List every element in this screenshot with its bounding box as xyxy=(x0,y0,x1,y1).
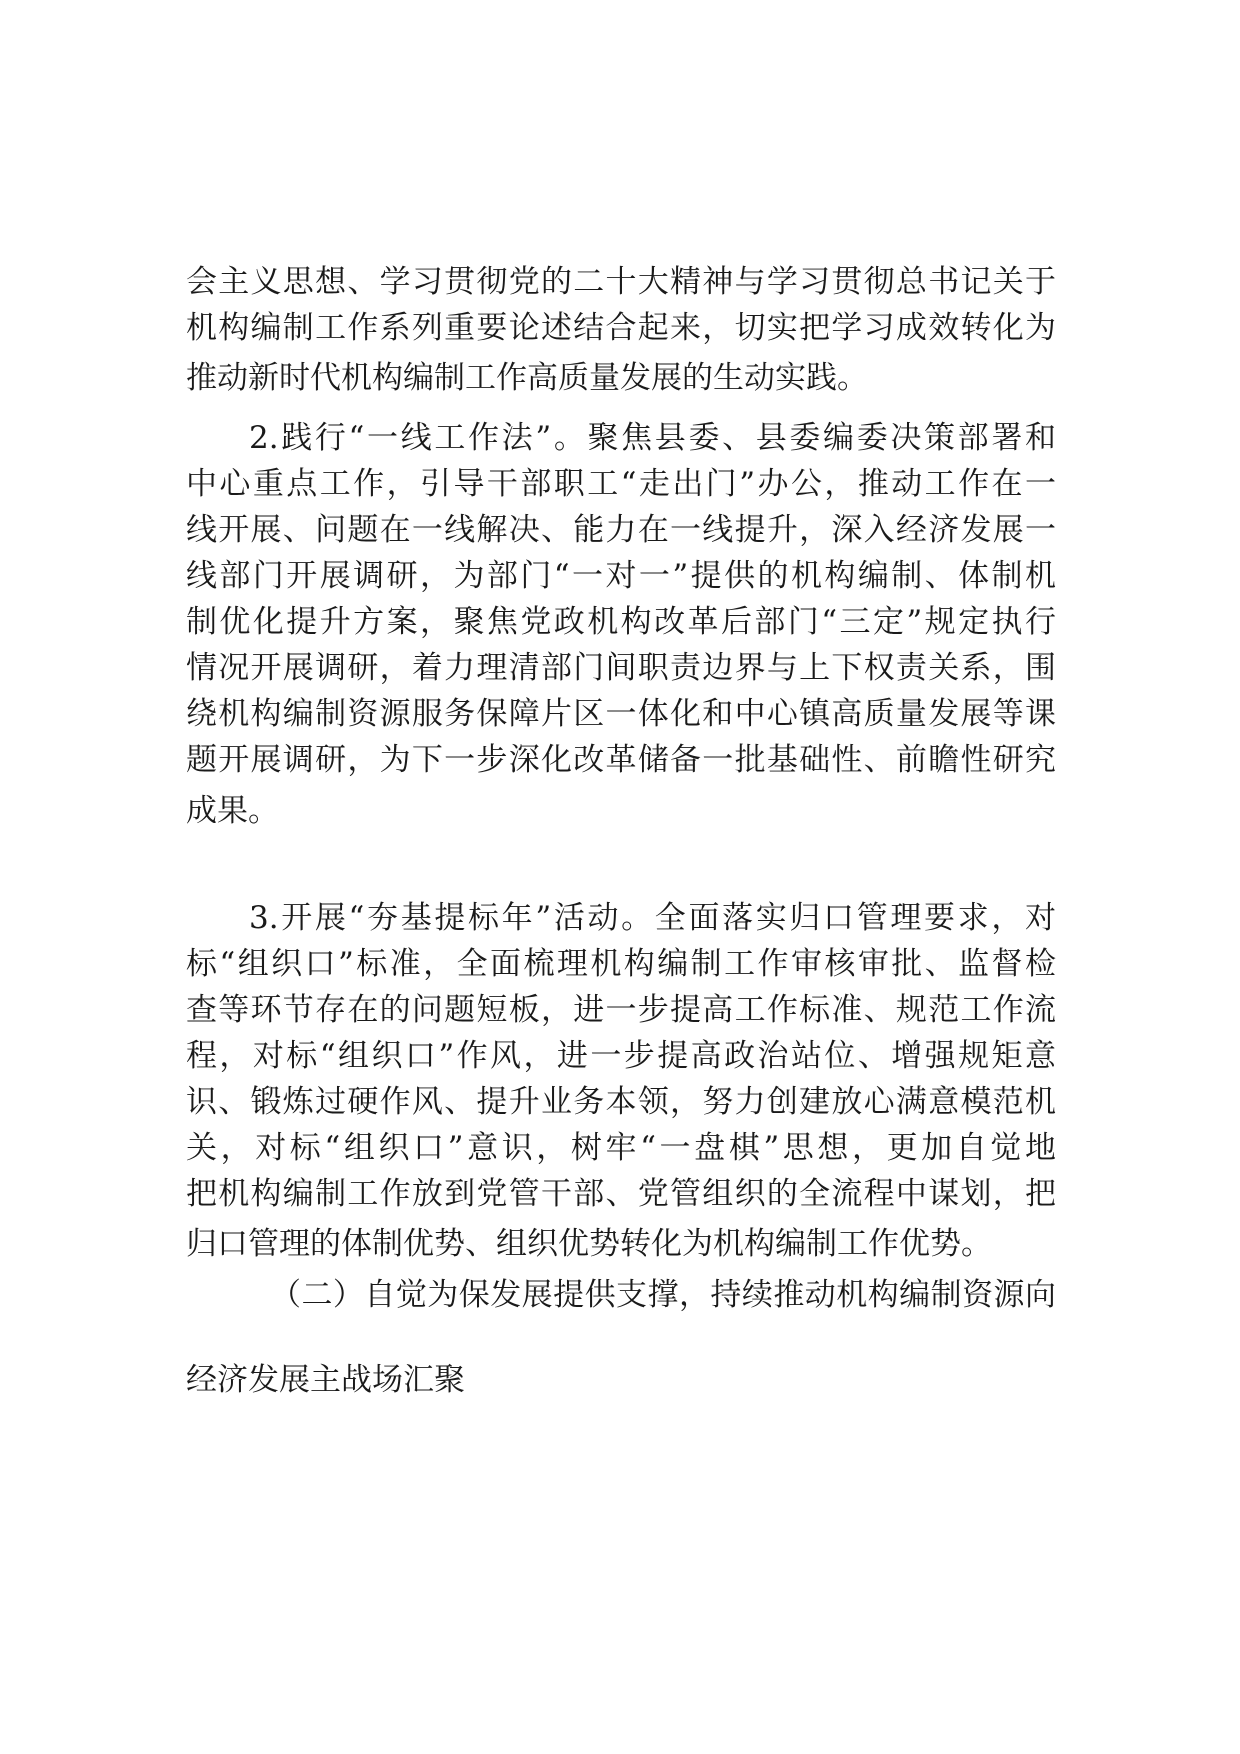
para3-line-2: 标“组织口”标准，全面梳理机构编制工作审核审批、监督检 xyxy=(186,946,1056,982)
section-heading-line-1: （二）自觉为保发展提供支撑，持续推动机构编制资源向 xyxy=(270,1277,1056,1313)
para2-line-4: 线部门开展调研，为部门“一对一”提供的机构编制、体制机 xyxy=(186,558,1056,594)
para1-line-2: 机构编制工作系列重要论述结合起来，切实把学习成效转化为 xyxy=(186,310,1056,346)
para2-line-6: 情况开展调研，着力理清部门间职责边界与上下权责关系，围 xyxy=(186,650,1056,686)
para2-line-3: 线开展、问题在一线解决、能力在一线提升，深入经济发展一 xyxy=(186,512,1056,548)
para2-line-1: 2.践行“一线工作法”。聚焦县委、县委编委决策部署和 xyxy=(249,420,1056,456)
para3-line-8: 归口管理的体制优势、组织优势转化为机构编制工作优势。 xyxy=(186,1226,992,1262)
para3-line-3: 查等环节存在的问题短板，进一步提高工作标准、规范工作流 xyxy=(186,992,1056,1028)
para2-line-7: 绕机构编制资源服务保障片区一体化和中心镇高质量发展等课 xyxy=(186,696,1056,732)
section-heading-line-2: 经济发展主战场汇聚 xyxy=(186,1362,465,1398)
para1-line-3: 推动新时代机构编制工作高质量发展的生动实践。 xyxy=(186,360,868,396)
para3-line-7: 把机构编制工作放到党管干部、党管组织的全流程中谋划，把 xyxy=(186,1176,1056,1212)
para2-line-5: 制优化提升方案，聚焦党政机构改革后部门“三定”规定执行 xyxy=(186,604,1056,640)
para3-line-4: 程，对标“组织口”作风，进一步提高政治站位、增强规矩意 xyxy=(186,1038,1056,1074)
para2-line-8: 题开展调研，为下一步深化改革储备一批基础性、前瞻性研究 xyxy=(186,742,1056,778)
para3-line-5: 识、锻炼过硬作风、提升业务本领，努力创建放心满意模范机 xyxy=(186,1084,1056,1120)
para1-line-1: 会主义思想、学习贯彻党的二十大精神与学习贯彻总书记关于 xyxy=(186,264,1056,300)
para3-line-1: 3.开展“夯基提标年”活动。全面落实归口管理要求，对 xyxy=(249,900,1056,936)
para2-line-2: 中心重点工作，引导干部职工“走出门”办公，推动工作在一 xyxy=(186,466,1056,502)
para3-line-6: 关，对标“组织口”意识，树牢“一盘棋”思想，更加自觉地 xyxy=(186,1130,1056,1166)
para2-line-9: 成果。 xyxy=(186,793,279,829)
